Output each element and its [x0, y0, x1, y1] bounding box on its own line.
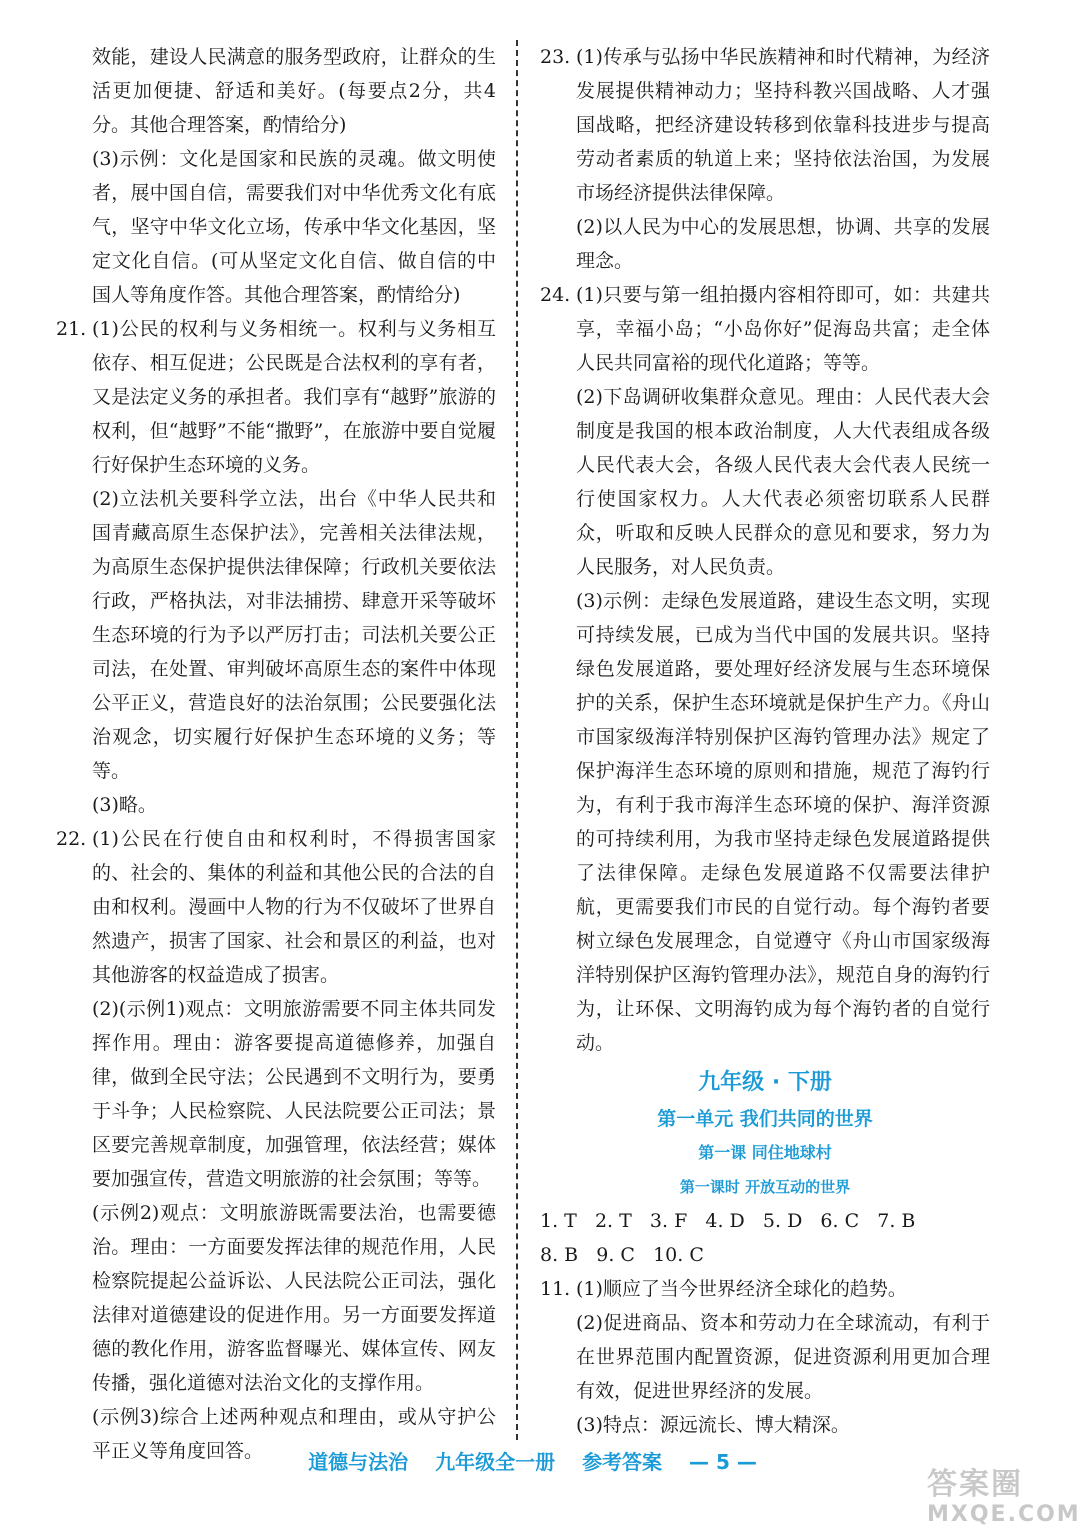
question-number: 11.	[540, 1278, 571, 1300]
answer-paragraph: (1)公民在行使自由和权利时，不得损害国家的、社会的、集体的利益和其他公民的合法的自由和权利。漫画中人物的行为不仅破坏了世界自然遗产，损害了国家、社会和景区的利益，也对其他游客的权益造成了损害。	[92, 828, 496, 986]
question-21	[56, 312, 496, 822]
question-number: 23.	[540, 46, 571, 68]
answer-paragraph: (3)特点：源远流长、博大精深。	[576, 1414, 850, 1436]
answer-paragraph: (3)略。	[92, 794, 157, 816]
watermark-text: 答案圈	[927, 1467, 1023, 1502]
choice-answers-row: 8. B 9. C 10. C	[540, 1244, 704, 1266]
choice-answers-row: 1. T 2. T 3. F 4. D 5. D 6. C 7. B	[540, 1210, 916, 1232]
answer-paragraph: (示例2)观点：文明旅游既需要法治，也需要德治。理由：一方面要发挥法律的规范作用，人民检察院提起公益诉讼、人民法院公正司法，强化法律对道德建设的促进作用。另一方面要发挥道德的教化作用，游客监督曝光、媒体宣传、网友传播，强化道德对法治文化的支撑作用。	[92, 1202, 496, 1394]
answer-paragraph: (2)促进商品、资本和劳动力在全球流动，有利于在世界范围内配置资源，促进资源利用更加合理有效，促进世界经济的发展。	[576, 1312, 990, 1402]
question-number: 21.	[56, 318, 87, 340]
column-divider	[516, 40, 518, 1440]
question-23	[540, 40, 990, 278]
question-22	[56, 822, 496, 1468]
answer-paragraph: (3)示例：文化是国家和民族的灵魂。做文明使者，展中国自信，需要我们对中华优秀文化有底气，坚守中华文化立场，传承中华文化基因，坚定文化自信。(可从坚定文化自信、做自信的中国人等角度作答。其他合理答案，酌情给分)	[92, 148, 496, 306]
footer-subject: 道德与法治	[308, 1450, 409, 1474]
question-number: 22.	[56, 828, 87, 850]
answer-paragraph: (1)只要与第一组拍摄内容相符即可，如：共建共享，幸福小岛；“小岛你好”促海岛共富；走全体人民共同富裕的现代化道路；等等。	[576, 284, 990, 374]
period-title: 第一课时 开放互动的世界	[679, 1178, 851, 1196]
answer-paragraph: (1)传承与弘扬中华民族精神和时代精神，为经济发展提供精神动力；坚持科教兴国战略、人才强国战略，把经济建设转移到依靠科技进步与提高劳动者素质的轨道上来；坚持依法治国，为发展市场经济提供法律保障。	[576, 46, 990, 204]
answer-paragraph: 效能，建设人民满意的服务型政府，让群众的生活更加便捷、舒适和美好。(每要点2分，共4分。其他合理答案，酌情给分)	[92, 46, 496, 136]
footer-label: 参考答案	[582, 1450, 663, 1474]
answer-paragraph: (2)下岛调研收集群众意见。理由：人民代表大会制度是我国的根本政治制度，人大代表组成各级人民代表大会，各级人民代表大会代表人民统一行使国家权力。人大代表必须密切联系人民群众，听取和反映人民群众的意见和要求，努力为人民服务，对人民负责。	[576, 386, 990, 578]
watermark-logo	[927, 1467, 1081, 1530]
question-number: 24.	[540, 284, 571, 306]
right-column	[540, 40, 990, 1450]
answer-paragraph: (2)(示例1)观点：文明旅游需要不同主体共同发挥作用。理由：游客要提高道德修养，加强自律，做到全民守法；公民遇到不文明行为，要勇于斗争；人民检察院、人民法院要公正司法；景区要完善规章制度，加强管理，依法经营；媒体要加强宣传，营造文明旅游的社会氛围；等等。	[92, 998, 496, 1190]
answer-paragraph: (示例3)综合上述两种观点和理由，或从守护公平正义等角度回答。	[92, 1406, 496, 1462]
unit-title: 第一单元 我们共同的世界	[657, 1108, 873, 1130]
question-11	[540, 1272, 990, 1442]
page-footer	[0, 1446, 1065, 1475]
footer-grade: 九年级全一册	[435, 1450, 556, 1474]
grade-title: 九年级 · 下册	[698, 1070, 832, 1095]
answer-paragraph: (2)以人民为中心的发展思想，协调、共享的发展理念。	[576, 216, 990, 272]
watermark-url: MXQE.COM	[927, 1502, 1081, 1527]
answer-paragraph: (1)顺应了当今世界经济全球化的趋势。	[576, 1278, 907, 1300]
page-number: — 5 —	[689, 1450, 757, 1474]
lesson-title: 第一课 同住地球村	[698, 1143, 832, 1162]
answer-paragraph: (1)公民的权利与义务相统一。权利与义务相互依存、相互促进；公民既是合法权利的享有者，又是法定义务的承担者。我们享有“越野”旅游的权利，但“越野”不能“撒野”，在旅游中要自觉履行好保护生态环境的义务。	[92, 318, 496, 476]
answer-paragraph: (3)示例：走绿色发展道路，建设生态文明，实现可持续发展，已成为当代中国的发展共识。坚持绿色发展道路，要处理好经济发展与生态环境保护的关系，保护生态环境就是保护生产力。《舟山市国家级海洋特别保护区海钓管理办法》规定了保护海洋生态环境的原则和措施，规范了海钓行为，有利于我市海洋生态环境的保护、海洋资源的可持续利用，为我市坚持走绿色发展道路提供了法律保障。走绿色发展道路不仅需要法律护航，更需要我们市民的自觉行动。每个海钓者要树立绿色发展理念，自觉遵守《舟山市国家级海洋特别保护区海钓管理办法》，规范自身的海钓行为，让环保、文明海钓成为每个海钓者的自觉行动。	[576, 590, 990, 1054]
answer-paragraph: (2)立法机关要科学立法，出台《中华人民共和国青藏高原生态保护法》，完善相关法律法规，为高原生态保护提供法律保障；行政机关要依法行政，严格执法，对非法捕捞、肆意开采等破坏生态环境的行为予以严厉打击；司法机关要公正司法，在处置、审判破坏高原生态的案件中体现公平正义，营造良好的法治氛围；公民要强化法治观念，切实履行好保护生态环境的义务；等等。	[92, 488, 496, 782]
question-24	[540, 278, 990, 1060]
